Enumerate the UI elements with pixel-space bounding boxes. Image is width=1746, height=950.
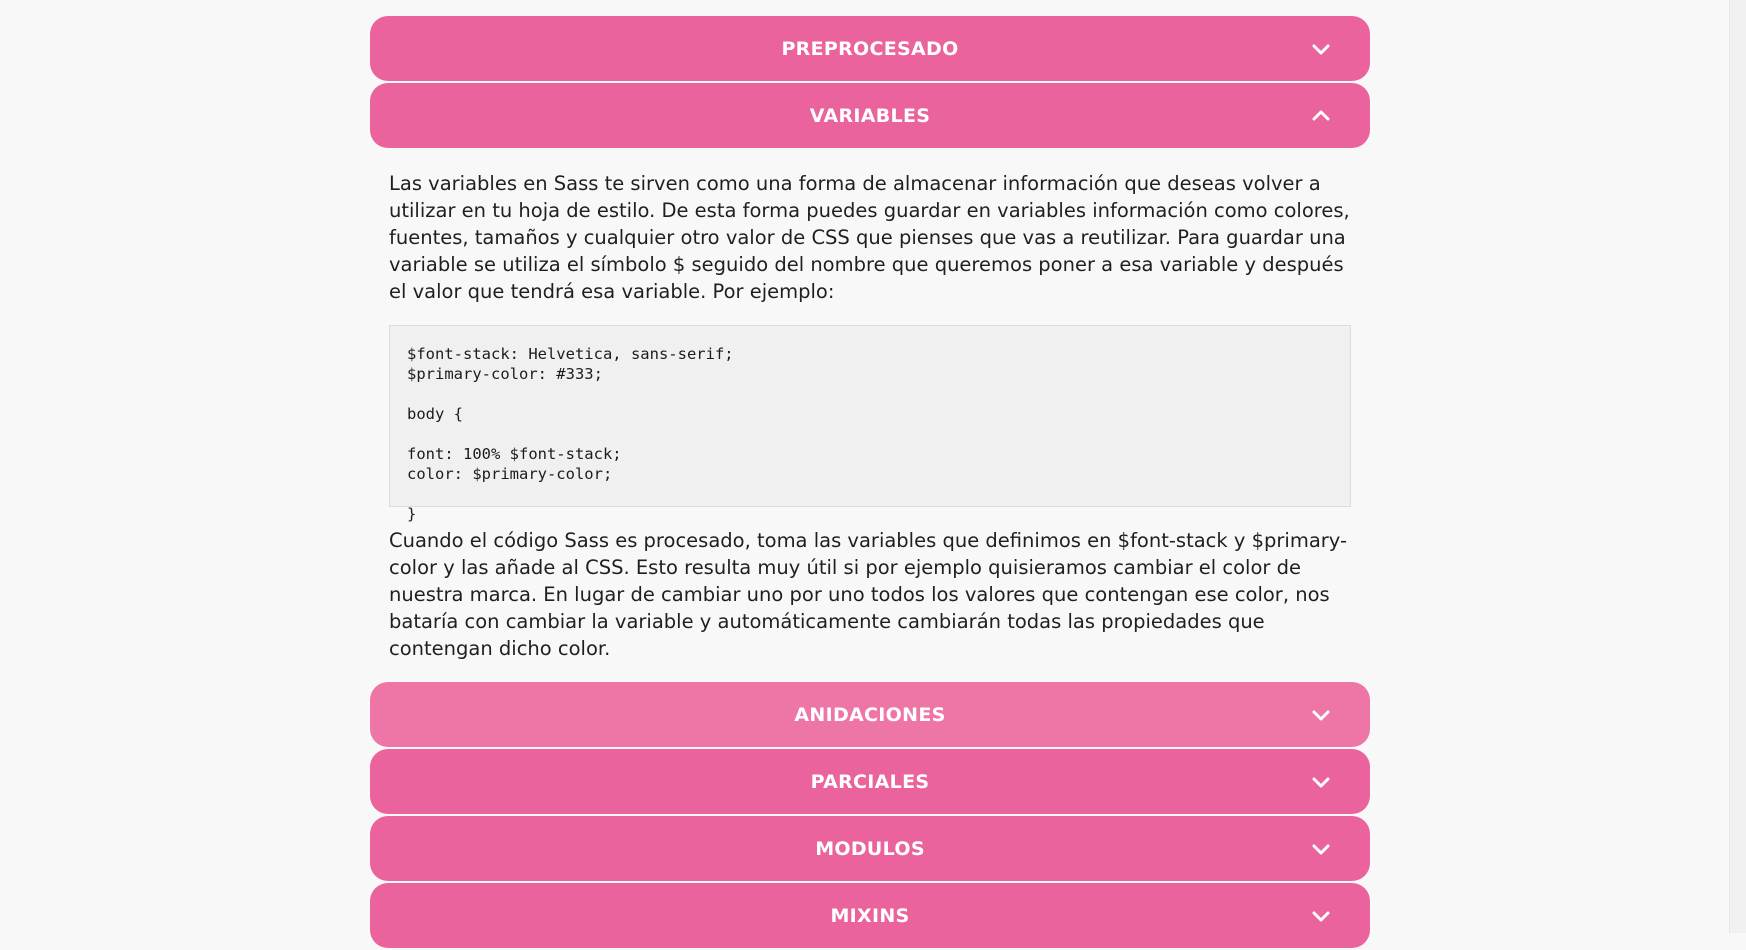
accordion-header-preprocesado[interactable] <box>370 16 1370 81</box>
chevron-up-icon <box>1310 105 1332 127</box>
accordion-title: ANIDACIONES <box>794 703 946 726</box>
accordion-header-parciales[interactable] <box>370 749 1370 814</box>
accordion-header-mixins[interactable] <box>370 883 1370 948</box>
accordion-title: VARIABLES <box>809 104 931 127</box>
chevron-down-icon <box>1310 38 1332 60</box>
chevron-down-icon <box>1310 704 1332 726</box>
accordion-title: PREPROCESADO <box>781 37 959 60</box>
accordion-header-modulos[interactable] <box>370 816 1370 881</box>
accordion <box>370 16 1370 950</box>
accordion-title: PARCIALES <box>810 770 930 793</box>
accordion-header-anidaciones[interactable] <box>370 682 1370 747</box>
chevron-down-icon <box>1310 905 1332 927</box>
chevron-down-icon <box>1310 771 1332 793</box>
variables-intro-text: Las variables en Sass te sirven como una forma de almacenar información que deseas volver a utilizar en tu hoja de estilo. De esta forma puedes guardar en variables información como colores, fuentes, tamaños y cualquier otro valor de CSS que pienses que vas a reutilizar. Para guardar una variable se utiliza el símbolo $ seguido del nombre que queremos poner a esa variable y después el valor que tendrá esa variable. Por ejemplo: <box>389 172 1350 303</box>
accordion-panel-variables <box>370 150 1370 682</box>
code-example: $font-stack: Helvetica, sans-serif; $primary-color: #333; body { font: 100% $font-stack; color: $primary-color; } <box>389 325 1351 507</box>
vertical-scrollbar[interactable] <box>1729 0 1746 933</box>
accordion-header-variables[interactable] <box>370 83 1370 148</box>
variables-outro-text: Cuando el código Sass es procesado, toma las variables que definimos en $font-stack y $primary-color y las añade al CSS. Esto resulta muy útil si por ejemplo quisieramos cambiar el color de nuestra marca. En lugar de cambiar uno por uno todos los valores que contengan ese color, nos bataría con cambiar la variable y automáticamente cambiarán todas las propiedades que contengan dicho color. <box>389 529 1348 660</box>
chevron-down-icon <box>1310 838 1332 860</box>
accordion-title: MODULOS <box>815 837 925 860</box>
accordion-title: MIXINS <box>830 904 910 927</box>
